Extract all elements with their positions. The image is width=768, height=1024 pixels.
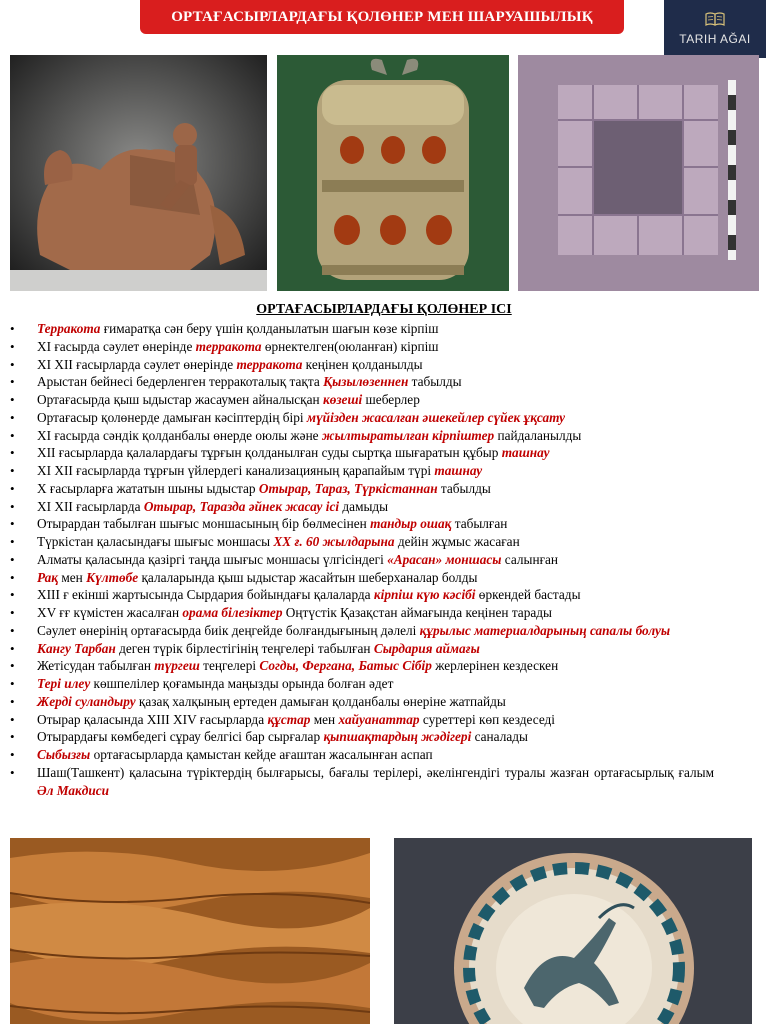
item-text: X ғасырларға жататын шыны ыдыстар	[37, 480, 259, 496]
item-text: XI XII ғасырларда	[37, 498, 144, 514]
list-item	[10, 586, 714, 604]
ceramic-bowl-photo	[394, 838, 752, 1024]
item-text: мен	[58, 569, 87, 585]
item-text: мен	[310, 711, 339, 727]
logo-text: TARIH AĞAI	[679, 32, 751, 46]
item-text: саналады	[471, 729, 528, 745]
item-text: Арыстан бейнесі бедерленген терракоталық тақта	[37, 374, 324, 390]
page-title: ОРТАҒАСЫРЛАРДАҒЫ ҚОЛӨНЕР МЕН ШАРУАШЫЛЫҚ	[171, 8, 593, 25]
item-text: Отырар қаласында XIII XIV ғасырларда	[37, 711, 268, 727]
highlight-text: Терракота	[37, 321, 101, 336]
item-text: Ортағасыр қолөнерде дамыған кәсіптердің бірі	[37, 409, 307, 425]
item-text: пайдаланылды	[494, 427, 582, 443]
item-text: өркендей бастады	[475, 587, 581, 603]
list-item	[10, 551, 714, 569]
item-text: көшпелілер қоғамында маңызды орында болған әдет	[90, 676, 394, 691]
item-text: XII ғасырларда қалалардағы тұрғын қолданылған суды сыртқа шығаратын құбыр	[37, 445, 502, 461]
item-text: өрнектелген(оюланған) кірпіш	[261, 338, 439, 354]
highlight-text: «Арасан» моншасы	[387, 551, 502, 567]
highlight-text: кірпіш күю кәсібі	[373, 587, 476, 603]
list-item	[10, 373, 714, 391]
highlight-text: тандыр ошақ	[370, 516, 452, 532]
highlight-text: Кангу Тарбан	[37, 640, 116, 656]
item-text: табылды	[437, 480, 491, 496]
item-text: ғимаратқа сән беру үшін қолданылатын шағын көзе кірпіш	[100, 321, 439, 336]
list-item	[10, 657, 714, 675]
item-text: XV ғғ күмістен жасалған	[37, 605, 183, 620]
list-item	[10, 515, 714, 533]
list-item	[10, 338, 714, 356]
item-text: Алматы қаласында қазіргі таңда шығыс моншасы үлгісіндегі	[37, 551, 388, 567]
book-icon	[705, 12, 725, 26]
highlight-text: Отырар, Тараз, Түркістаннан	[258, 480, 438, 496]
highlight-text: Күлтөбе	[86, 569, 139, 585]
item-text: Отырардағы көмбедегі сұрау белгісі бар сырғалар	[37, 729, 324, 745]
item-text: Түркістан қаласындағы шығыс моншасы	[37, 534, 274, 549]
item-text: жерлерінен кездескен	[431, 658, 559, 674]
list-item	[10, 356, 714, 374]
list-item	[10, 604, 714, 622]
item-text: қалаларында қыш ыдыстар жасайтын шеберханалар болды	[138, 569, 478, 585]
leather-hides-photo	[10, 838, 370, 1024]
list-item	[10, 498, 714, 516]
highlight-text: орама білезіктер	[182, 605, 283, 620]
list-item	[10, 427, 714, 445]
list-item	[10, 569, 714, 587]
highlight-text: құрылыс материалдарының сапалы болуы	[419, 622, 671, 638]
item-text: кеңінен қолданылды	[302, 356, 423, 372]
highlight-text: ташнау	[501, 445, 550, 461]
item-text: шеберлер	[362, 392, 420, 407]
silver-bracelet-photo	[277, 55, 509, 291]
item-text: XI ғасырда сәулет өнерінде	[37, 338, 196, 354]
item-text: ортағасырларда қамыстан кейде ағаштан жасалынған аспап	[90, 747, 433, 762]
item-text: табылды	[408, 374, 462, 390]
list-item	[10, 711, 714, 729]
camel-figurine-photo	[10, 55, 267, 291]
item-text: Шаш(Ташкент) қаласына түріктердің былғарысы, бағалы терілері, әкелінгендігі туралы жазған ортағасырлық ғалым	[37, 764, 714, 780]
item-text: Сәулет өнерінің ортағасырда биік деңгейде болғандығының дәлелі	[37, 622, 420, 638]
list-item	[10, 480, 714, 498]
item-text: салынған	[501, 551, 559, 567]
item-text: XI XII ғасырларда сәулет өнерінде	[37, 356, 237, 372]
item-text: қазақ халқының ертеден дамыған қолданбалы өнеріне жатпайды	[135, 693, 506, 709]
list-item	[10, 444, 714, 462]
craft-facts-list	[10, 320, 714, 799]
list-item	[10, 693, 714, 711]
section-heading: ОРТАҒАСЫРЛАРДАҒЫ ҚОЛӨНЕР ІСІ	[256, 302, 512, 317]
logo	[664, 0, 766, 58]
highlight-text: Жерді суландыру	[37, 693, 136, 709]
item-text: XI XII ғасырларда тұрғын үйлердегі канализацияның қарапайым түрі	[37, 463, 435, 478]
item-text: дамыды	[339, 498, 389, 514]
highlight-text: терракота	[195, 338, 262, 354]
highlight-text: Тері илеу	[37, 676, 91, 691]
item-text: деген түрік бірлестігінің теңгелері табылған	[115, 640, 374, 656]
highlight-text: құстар	[267, 711, 311, 727]
item-text: Ортағасырда қыш ыдыстар жасаумен айналысқан	[37, 392, 323, 407]
list-item	[10, 462, 714, 480]
list-item	[10, 675, 714, 693]
highlight-text: терракота	[236, 356, 303, 372]
highlight-text: Сыбызғы	[37, 747, 91, 762]
highlight-text: ташнау	[434, 463, 483, 478]
highlight-text: мүйізден жасалған әшекейлер сүйек ұқсату	[306, 409, 566, 425]
highlight-text: Қызылөзеннен	[323, 374, 409, 390]
highlight-text: Әл Макдиси	[37, 782, 110, 798]
list-item	[10, 320, 714, 338]
page-title-banner	[140, 0, 624, 34]
highlight-text: көзеші	[322, 392, 363, 407]
item-text: Жетісудан табылған	[37, 658, 155, 674]
list-item	[10, 746, 714, 764]
item-text: XIII ғ екінші жартысында Сырдария бойындағы қалаларда	[37, 587, 374, 603]
highlight-text: қыпшақтардың жәдігері	[323, 729, 472, 745]
highlight-text: Рақ	[37, 569, 59, 585]
stone-tashnau-photo	[518, 55, 759, 291]
highlight-text: XX ғ. 60 жылдарына	[273, 534, 395, 549]
item-text: Оңтүстік Қазақстан аймағында кеңінен тарады	[282, 605, 552, 620]
item-text: суреттері көп кездеседі	[419, 711, 556, 727]
item-text: Отырардан табылған шығыс моншасының бір бөлмесінен	[37, 516, 371, 532]
highlight-text: хайуанаттар	[338, 711, 420, 727]
highlight-text: түргеш	[154, 658, 200, 674]
highlight-text: Сырдария аймағы	[373, 640, 480, 656]
item-text: теңгелері	[199, 658, 260, 674]
item-text: табылған	[451, 516, 508, 532]
list-item	[10, 640, 714, 658]
list-item	[10, 409, 714, 427]
list-item	[10, 391, 714, 409]
highlight-text: жылтыратылған кірпіштер	[321, 427, 495, 443]
item-text: XI ғасырда сәндік қолданбалы өнерде оюлы және	[37, 427, 322, 443]
item-text: дейін жұмыс жасаған	[394, 534, 520, 549]
highlight-text: Согды, Фергана, Батыс Сібір	[259, 658, 432, 674]
list-item	[10, 533, 714, 551]
highlight-text: Отырар, Таразда әйнек жасау ісі	[143, 498, 340, 514]
list-item	[10, 728, 714, 746]
list-item	[10, 622, 714, 640]
list-item	[10, 764, 714, 800]
